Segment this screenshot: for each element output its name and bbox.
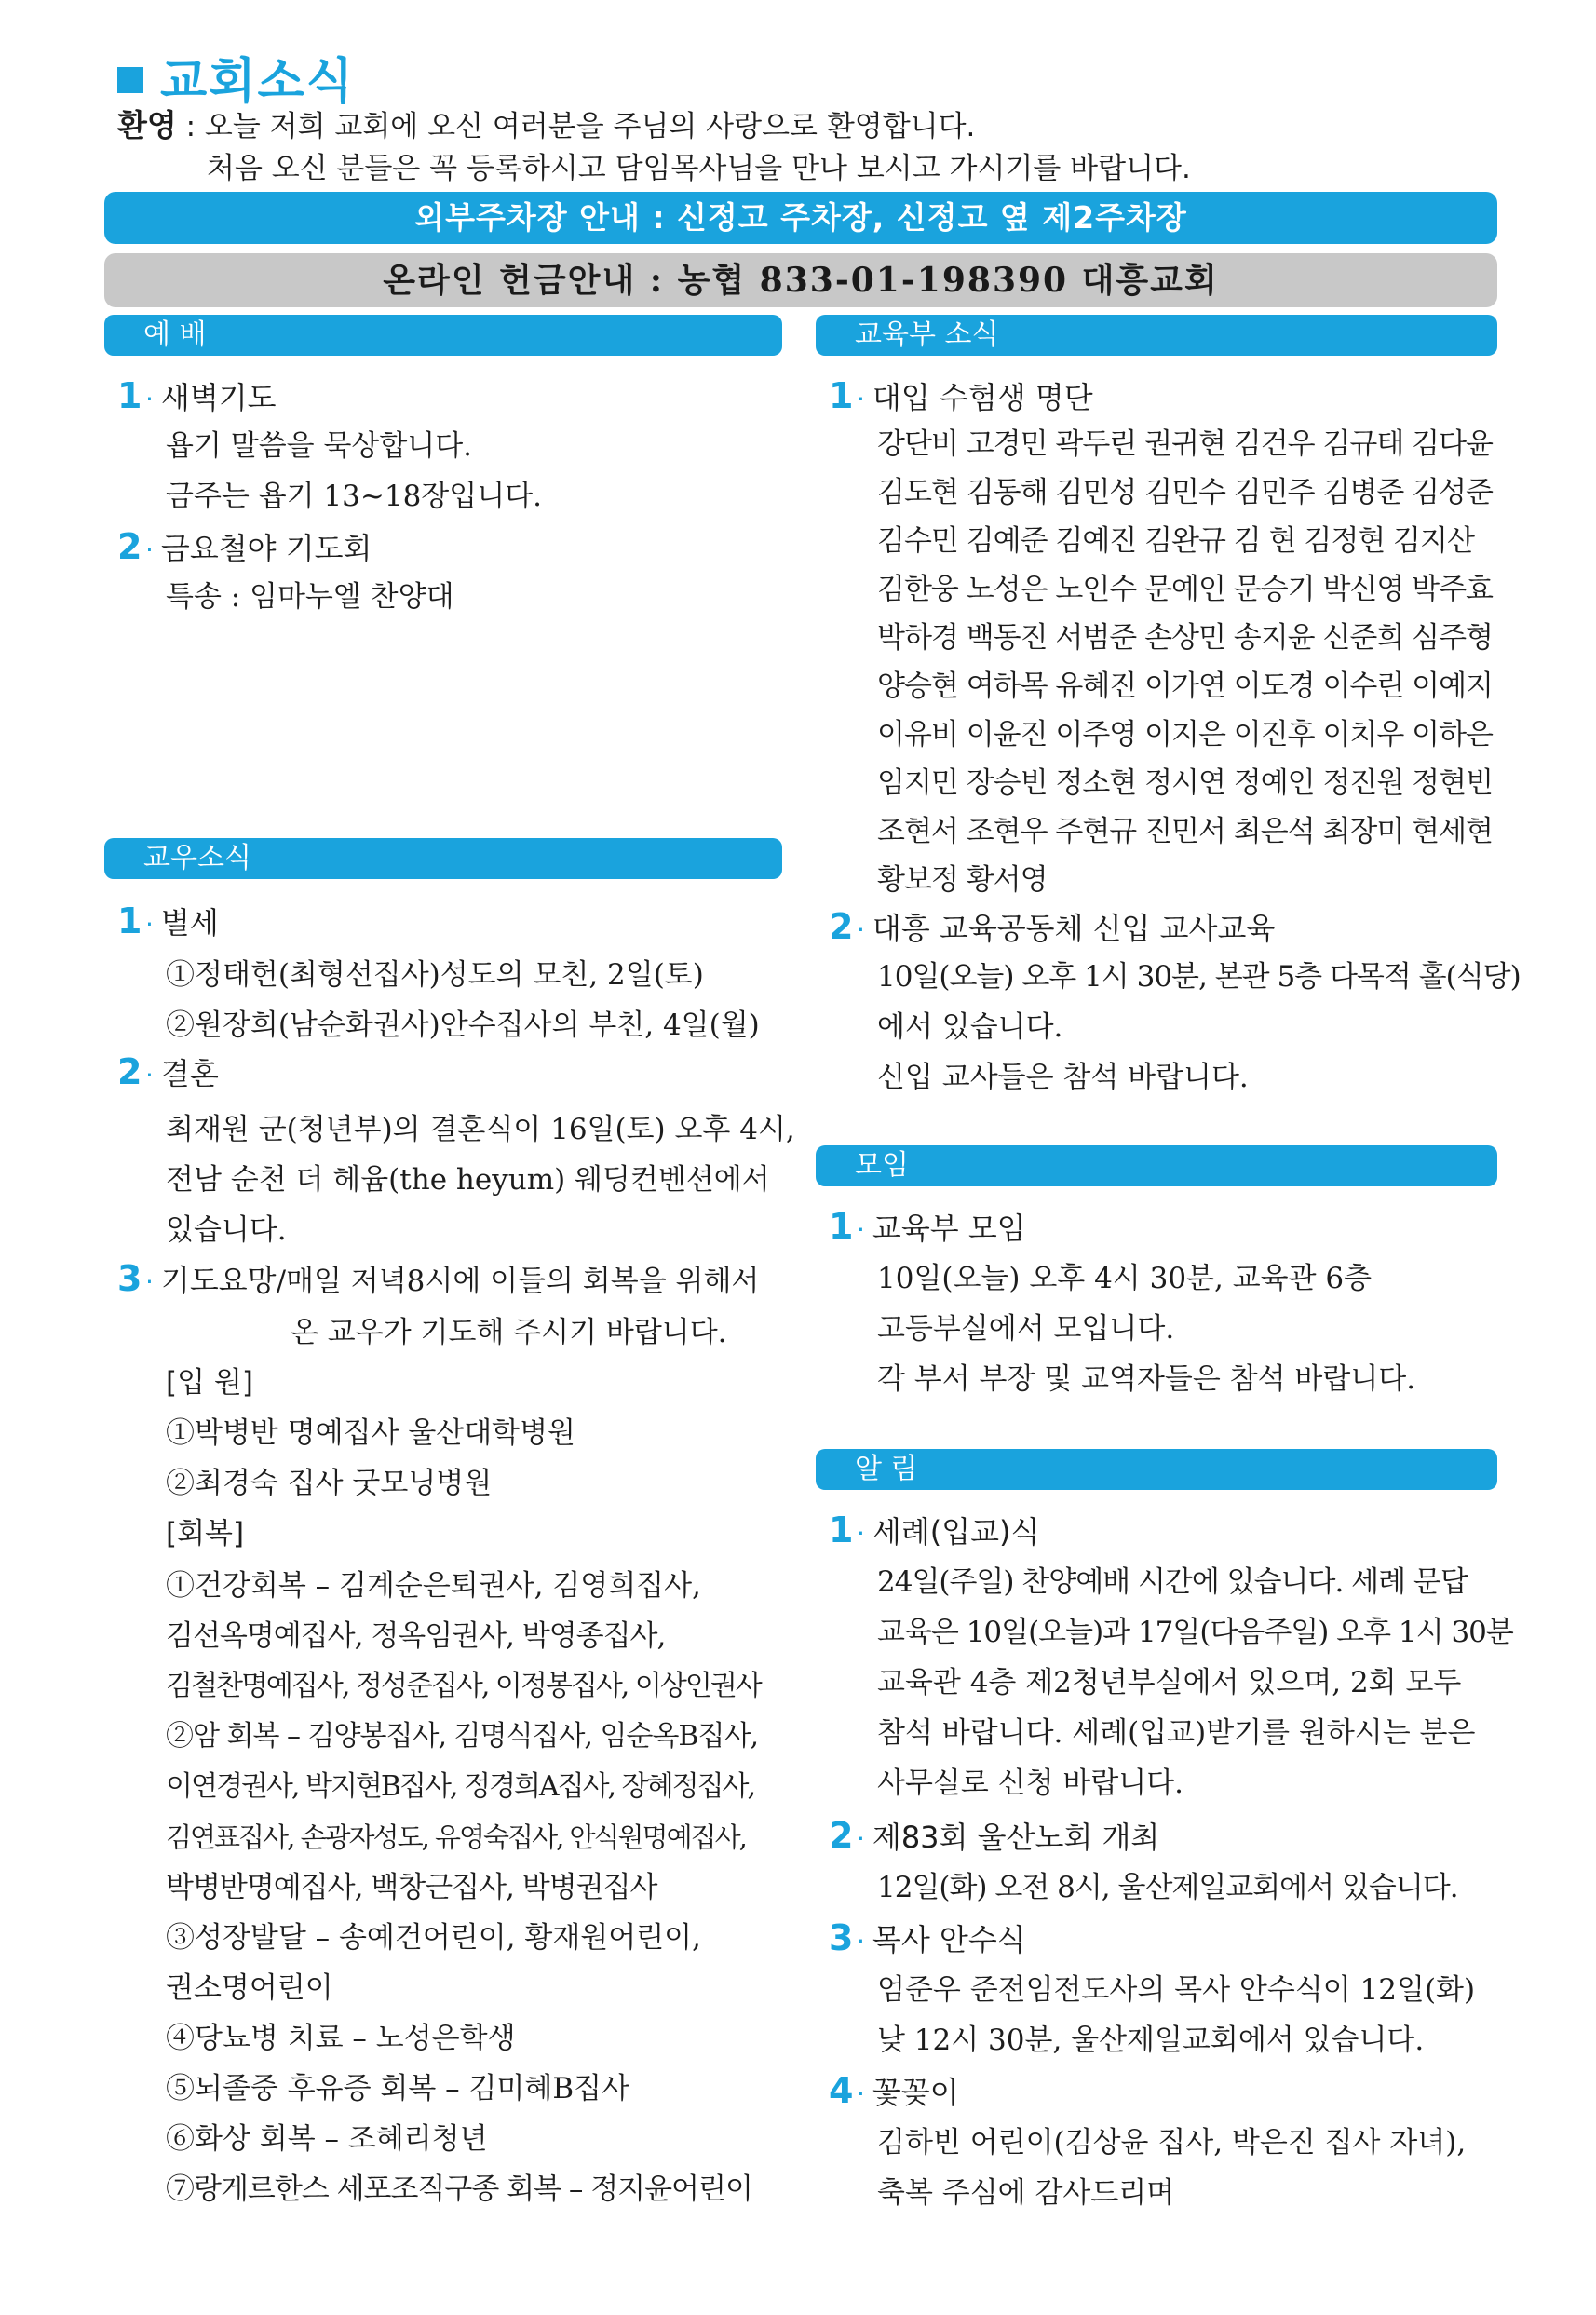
item-number: 1	[829, 1509, 854, 1550]
item-line: 각 부서 부장 및 교역자들은 참석 바랍니다.	[877, 1362, 1416, 1396]
item-title: 기도요망	[160, 1263, 277, 1298]
welcome-label: 환영	[117, 107, 177, 143]
item-line: 사무실로 신청 바랍니다.	[877, 1767, 1184, 1800]
item-line: 특송 : 임마누엘 찬양대	[166, 580, 454, 614]
item-title-rest: /매일 저녁8시에 이들의 회복을 위해서	[276, 1265, 760, 1298]
offering-banner: 온라인 헌금안내 : 농협 833-01-198390 대흥교회	[104, 253, 1497, 307]
student-names-line: 박하경 백동진 서범준 손상민 송지윤 신준희 심주형	[877, 621, 1493, 655]
section-header-education: 교육부 소식	[816, 315, 1497, 356]
item-number: 1	[117, 900, 142, 941]
item-line: 참석 바랍니다. 세례(입교)받기를 원하시는 분은	[877, 1716, 1476, 1750]
item-number: 1	[117, 375, 142, 416]
item-number: 1	[829, 1206, 854, 1247]
item-title: 새벽기도	[160, 380, 277, 415]
item-number: 2	[829, 1815, 854, 1856]
section-header-members: 교우소식	[104, 838, 782, 879]
item-title: 세례(입교)식	[872, 1514, 1040, 1550]
item-line: 에서 있습니다.	[877, 1010, 1063, 1044]
section-header-notice: 알 림	[816, 1449, 1497, 1490]
item-line: 고등부실에서 모입니다.	[877, 1312, 1175, 1346]
item-line: 최재원 군(청년부)의 결혼식이 16일(토) 오후 4시,	[166, 1113, 795, 1146]
student-names-line: 임지민 장승빈 정소현 정시연 정예인 정진원 정현빈	[877, 766, 1493, 800]
page-title: 교회소식	[160, 53, 355, 110]
item-line: 12일(화) 오전 8시, 울산제일교회에서 있습니다.	[877, 1871, 1458, 1904]
hospital-line: ①박병반 명예집사 울산대학병원	[166, 1416, 576, 1450]
item-number: 4	[829, 2070, 854, 2111]
item-line: 10일(오늘) 오후 4시 30분, 교육관 6층	[877, 1262, 1373, 1295]
student-names-line: 김한웅 노성은 노인수 문예인 문승기 박신영 박주효	[877, 573, 1493, 606]
education-item-1: 1 · 대입 수험생 명단	[829, 375, 1093, 416]
page-title-row	[117, 47, 355, 110]
item-line: 낮 12시 30분, 울산제일교회에서 있습니다.	[877, 2024, 1425, 2057]
meeting-item-1: 1 · 교육부 모임	[829, 1206, 1026, 1247]
members-item-3: 3 · 기도요망/매일 저녁8시에 이들의 회복을 위해서	[117, 1258, 760, 1299]
item-title: 대흥 교육공동체 신입 교사교육	[872, 911, 1276, 946]
item-line: 신입 교사들은 참석 바랍니다.	[877, 1061, 1249, 1094]
recovery-line: ①건강회복 – 김계순은퇴권사, 김영희집사,	[166, 1569, 701, 1603]
section-header-worship: 예 배	[104, 315, 782, 356]
hospital-label: [입 원]	[166, 1366, 253, 1400]
recovery-line: ②암 회복 – 김양봉집사, 김명식집사, 임순옥B집사,	[166, 1720, 758, 1753]
recovery-line: 박병반명예집사, 백창근집사, 박병권집사	[166, 1871, 657, 1904]
item-number: 2	[117, 1051, 142, 1092]
item-number: 3	[829, 1917, 854, 1958]
item-title: 꽃꽂이	[872, 2075, 959, 2110]
parking-banner: 외부주차장 안내 : 신정고 주차장, 신정고 옆 제2주차장	[104, 192, 1497, 244]
item-line: ②원장희(남순화권사)안수집사의 부친, 4일(월)	[166, 1009, 760, 1042]
members-item-1: 1 · 별세	[117, 900, 219, 941]
notice-item-1: 1 · 세례(입교)식	[829, 1509, 1040, 1550]
item-title: 제83회 울산노회 개최	[872, 1820, 1160, 1855]
recovery-line: 김연표집사, 손광자성도, 유영숙집사, 안식원명예집사,	[166, 1821, 746, 1853]
recovery-line: 김선옥명예집사, 정옥임권사, 박영종집사,	[166, 1619, 666, 1653]
education-item-2: 2 · 대흥 교육공동체 신입 교사교육	[829, 906, 1276, 947]
item-title: 대입 수험생 명단	[872, 380, 1093, 415]
section-header-meeting: 모임	[816, 1145, 1497, 1186]
recovery-line: ⑦랑게르한스 세포조직구종 회복 – 정지윤어린이	[166, 2173, 752, 2206]
item-line: 엄준우 준전임전도사의 목사 안수식이 12일(화)	[877, 1973, 1476, 2007]
student-names-line: 김도현 김동해 김민성 김민수 김민주 김병준 김성준	[877, 476, 1493, 509]
item-title: 별세	[160, 905, 219, 941]
members-item-2: 2 · 결혼	[117, 1051, 219, 1092]
recovery-label: [회복]	[166, 1517, 245, 1550]
student-names-line: 김수민 김예준 김예진 김완규 김 현 김정현 김지산	[877, 524, 1474, 558]
student-names-line: 황보정 황서영	[877, 863, 1048, 897]
recovery-line: 김철찬명예집사, 정성준집사, 이정봉집사, 이상인권사	[166, 1670, 761, 1702]
item-line: 금주는 욥기 13~18장입니다.	[166, 480, 542, 513]
recovery-line: 권소명어린이	[166, 1971, 333, 2005]
item-title: 금요철야 기도회	[160, 531, 372, 566]
square-bullet-icon	[117, 67, 143, 93]
item-line: 교육관 4층 제2청년부실에서 있으며, 2회 모두	[877, 1666, 1462, 1699]
worship-item-1: 1 · 새벽기도	[117, 375, 277, 416]
recovery-line: ⑥화상 회복 – 조혜리청년	[166, 2122, 488, 2156]
recovery-line: 이연경권사, 박지현B집사, 정경희A집사, 장혜정집사,	[166, 1770, 755, 1803]
item-title: 결혼	[160, 1056, 219, 1091]
worship-item-2: 2 · 금요철야 기도회	[117, 526, 372, 567]
student-names-line: 조현서 조현우 주현규 진민서 최은석 최장미 현세현	[877, 815, 1493, 848]
item-line: 축복 주심에 감사드리며	[877, 2176, 1175, 2210]
student-names-line: 양승현 여하목 유혜진 이가연 이도경 이수린 이예지	[877, 670, 1493, 703]
welcome-text-2: 처음 오신 분들은 꼭 등록하시고 담임목사님을 만나 보시고 가시기를 바랍니다.	[207, 152, 1191, 185]
welcome-text-1: : 오늘 저희 교회에 오신 여러분을 주님의 사랑으로 환영합니다.	[185, 110, 976, 143]
item-number: 1	[829, 375, 854, 416]
item-line: 24일(주일) 찬양예배 시간에 있습니다. 세례 문답	[877, 1565, 1468, 1599]
student-names-line: 강단비 고경민 곽두린 권귀현 김건우 김규태 김다윤	[877, 427, 1493, 461]
item-title: 목사 안수식	[872, 1922, 1026, 1957]
item-line: 10일(오늘) 오후 1시 30분, 본관 5층 다목적 홀(식당)	[877, 960, 1521, 994]
recovery-line: ⑤뇌졸중 후유증 회복 – 김미혜B집사	[166, 2072, 629, 2105]
item-line: 욥기 말씀을 묵상합니다.	[166, 429, 473, 463]
recovery-line: ③성장발달 – 송예건어린이, 황재원어린이,	[166, 1921, 701, 1955]
item-line: 김하빈 어린이(김상윤 집사, 박은진 집사 자녀),	[877, 2126, 1467, 2159]
item-number: 3	[117, 1258, 142, 1299]
recovery-line: ④당뇨병 치료 – 노성은학생	[166, 2022, 516, 2055]
item-line: 온 교우가 기도해 주시기 바랍니다.	[291, 1316, 727, 1349]
student-names-line: 이유비 이윤진 이주영 이지은 이진후 이치우 이하은	[877, 718, 1493, 751]
item-title: 교육부 모임	[872, 1211, 1026, 1246]
item-line: ①정태헌(최형선집사)성도의 모친, 2일(토)	[166, 958, 704, 992]
item-number: 2	[117, 526, 142, 567]
notice-item-2: 2 · 제83회 울산노회 개최	[829, 1815, 1160, 1856]
hospital-line: ②최경숙 집사 굿모닝병원	[166, 1467, 493, 1500]
item-line: 있습니다.	[166, 1213, 287, 1247]
item-line: 교육은 10일(오늘)과 17일(다음주일) 오후 1시 30분	[877, 1616, 1513, 1649]
item-line: 전남 순천 더 헤윰(the heyum) 웨딩컨벤션에서	[166, 1163, 770, 1197]
notice-item-3: 3 · 목사 안수식	[829, 1917, 1026, 1958]
welcome-line-1	[117, 104, 975, 148]
item-number: 2	[829, 906, 854, 947]
notice-item-4: 4 · 꽃꽂이	[829, 2070, 959, 2111]
